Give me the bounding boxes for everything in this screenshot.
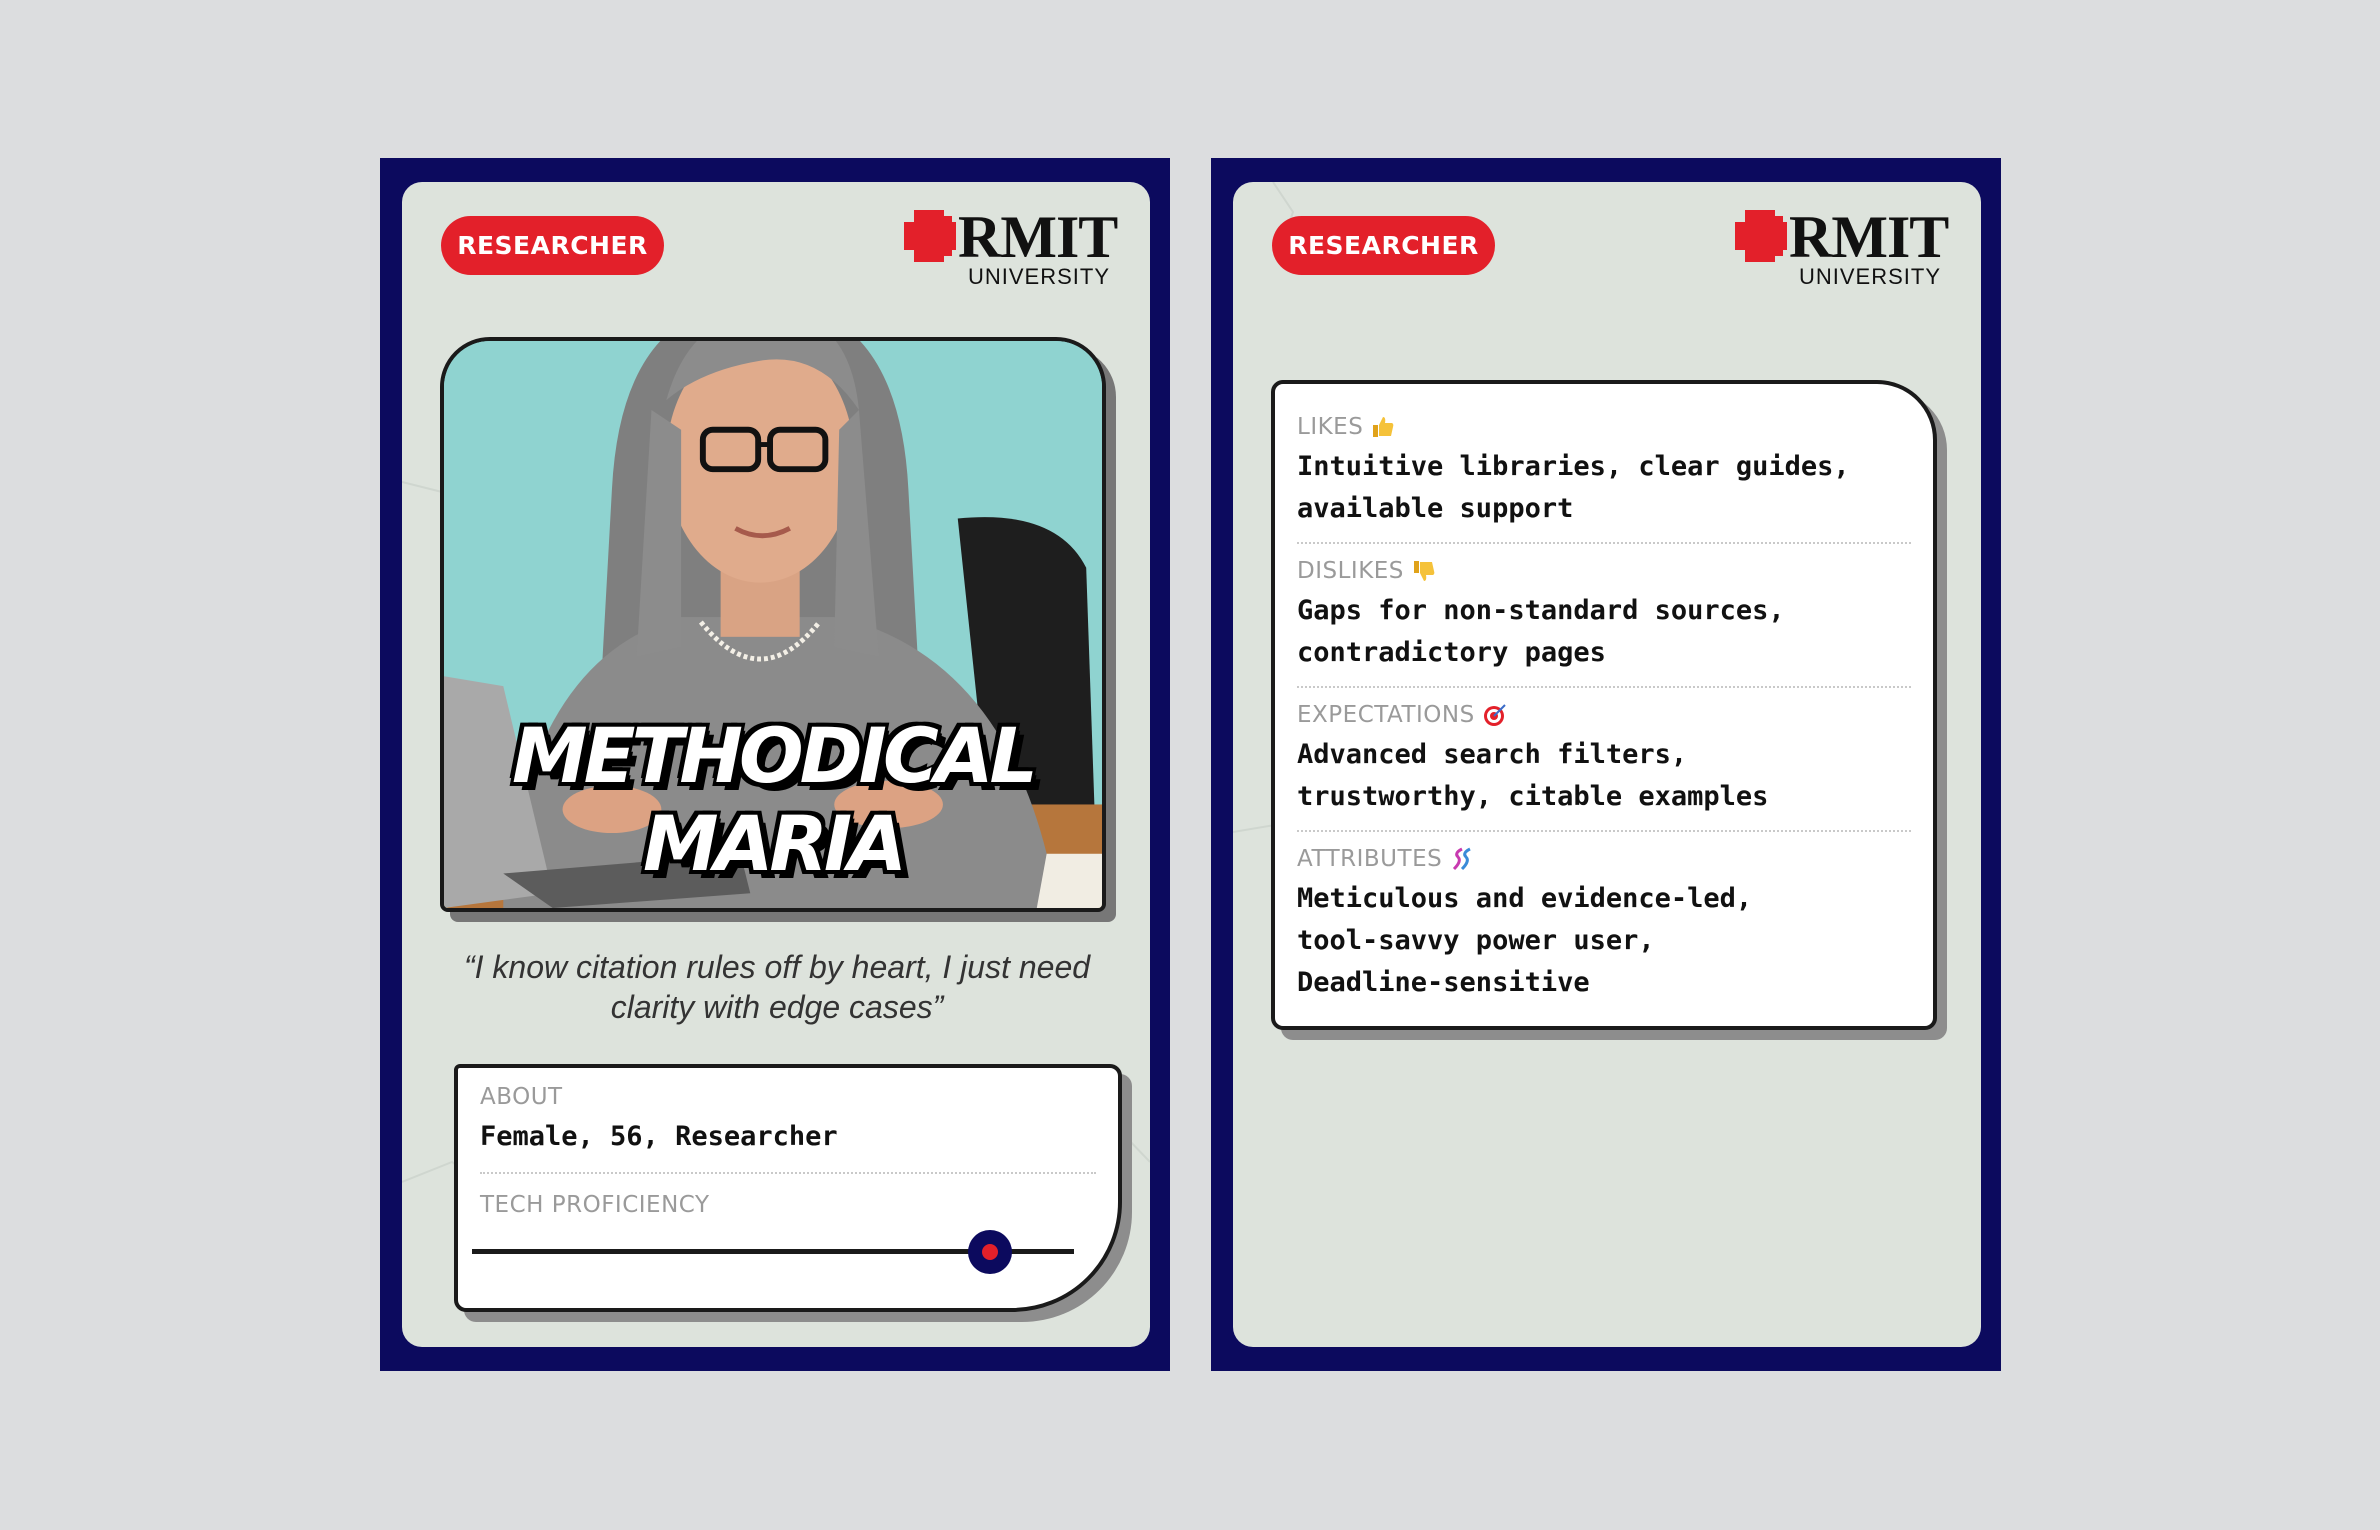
expectations-value: Advanced search filters, trustworthy, citable examples [1297, 739, 1769, 812]
expectations-label [1297, 702, 1897, 728]
divider [1297, 542, 1911, 544]
persona-card-front [380, 158, 1170, 1371]
expectations-label-text: EXPECTATIONS [1297, 702, 1475, 728]
rmit-logo [1735, 204, 1949, 289]
rmit-logo [904, 204, 1118, 289]
thumbs-down-icon [1412, 559, 1436, 583]
attributes-value: Meticulous and evidence-led, tool-savvy power user, Deadline-sensitive [1297, 883, 1753, 998]
logo-subtitle: UNIVERSITY [968, 264, 1111, 289]
card-back-panel [1233, 182, 1981, 1347]
logo-subtitle: UNIVERSITY [1799, 264, 1942, 289]
card-front-panel [402, 182, 1150, 1347]
target-icon [1483, 703, 1507, 727]
likes-value: Intuitive libraries, clear guides, available support [1297, 451, 1850, 524]
divider [1297, 686, 1911, 688]
dislikes-label [1297, 558, 1897, 584]
persona-name-line2: MARIA [642, 799, 904, 888]
persona-name [440, 712, 1106, 888]
about-value: Female, 56, Researcher [480, 1121, 838, 1152]
attributes-label-text: ATTRIBUTES [1297, 846, 1443, 872]
dislikes-section [1297, 558, 1897, 674]
logo-name: RMIT [958, 204, 1118, 270]
rmit-pixel-icon [1735, 210, 1787, 262]
attributes-label [1297, 846, 1897, 872]
tech-proficiency-knob [968, 1230, 1012, 1274]
dislikes-label-text: DISLIKES [1297, 558, 1404, 584]
rmit-pixel-icon [904, 210, 956, 262]
about-box [454, 1064, 1122, 1312]
details-box [1271, 380, 1937, 1030]
expectations-section [1297, 702, 1897, 818]
attributes-section [1297, 846, 1897, 1004]
divider [480, 1172, 1096, 1174]
role-badge: RESEARCHER [441, 216, 664, 275]
likes-label-text: LIKES [1297, 414, 1364, 440]
persona-card-back [1211, 158, 2001, 1371]
persona-name-line1: METHODICAL [512, 711, 1034, 800]
divider [1297, 830, 1911, 832]
likes-section [1297, 414, 1897, 530]
persona-quote: “I know citation rules off by heart, I just need clarity with edge cases” [463, 949, 1091, 1025]
role-badge: RESEARCHER [1272, 216, 1495, 275]
logo-name: RMIT [1789, 204, 1949, 270]
thumbs-up-icon [1371, 415, 1395, 439]
dna-icon [1450, 847, 1474, 871]
dislikes-value: Gaps for non-standard sources, contradictory pages [1297, 595, 1785, 668]
about-label: ABOUT [480, 1084, 563, 1110]
likes-label [1297, 414, 1897, 440]
tech-proficiency-label: TECH PROFICIENCY [480, 1192, 710, 1218]
